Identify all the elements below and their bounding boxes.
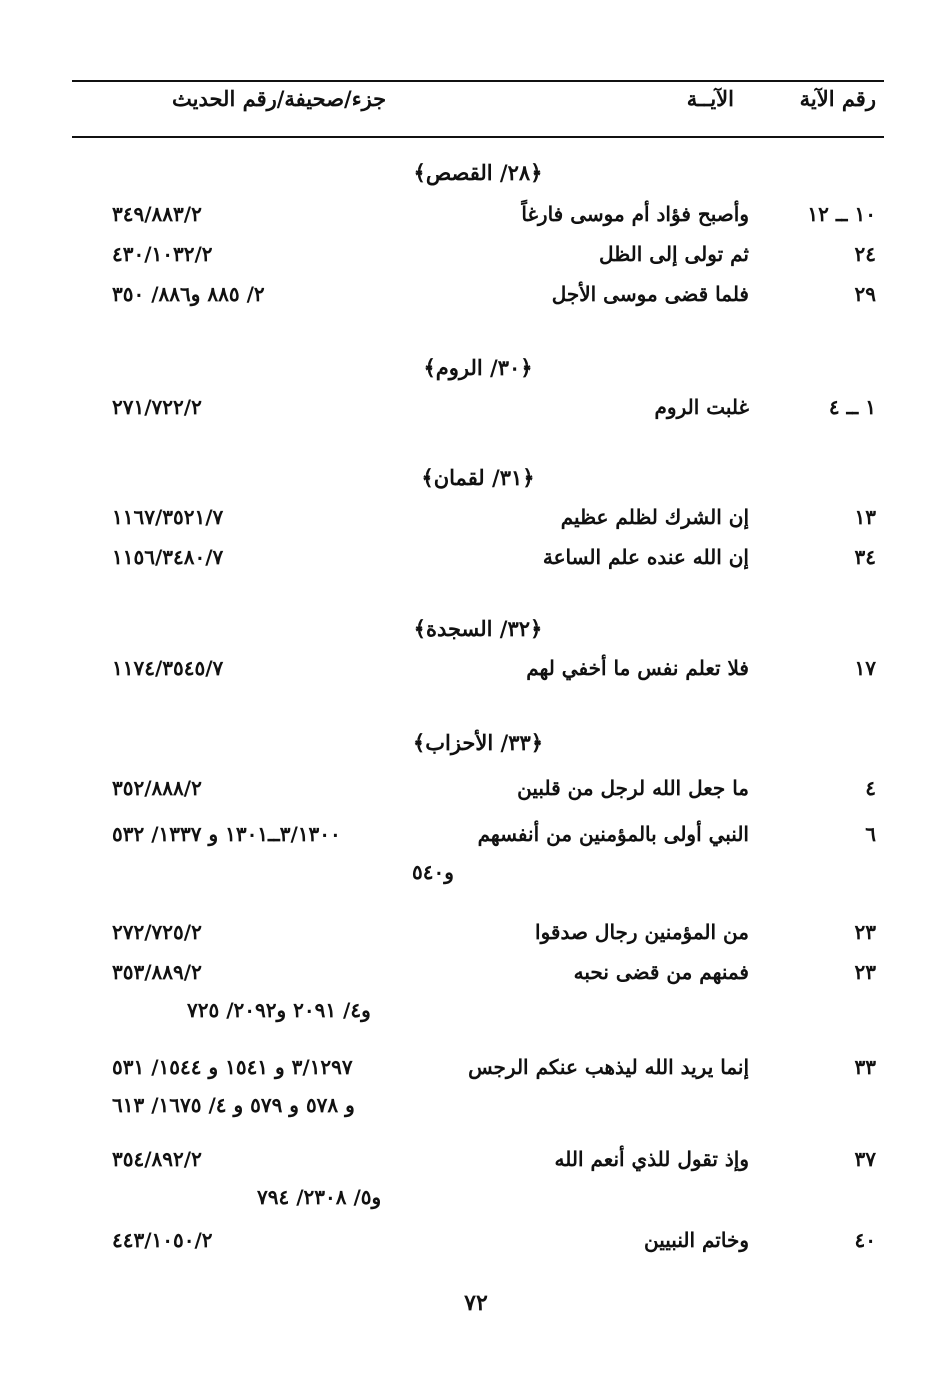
verse-number: ٤٠ (854, 1228, 876, 1252)
hadith-reference: ٤٣٠/١٠٣٢/٢ (112, 242, 213, 266)
hadith-reference: ٣٥٤/٨٩٢/٢ (112, 1147, 202, 1171)
hadith-reference: ٣/١٢٩٧ و ١٥٤١ و ١٥٤٤/ ٥٣١ (112, 1055, 353, 1079)
hadith-reference: ٢٧٢/٧٢٥/٢ (112, 920, 202, 944)
surah-heading: ﴿٣٣/ الأحزاب﴾ (412, 730, 544, 755)
surah-heading: ﴿٢٨/ القصص﴾ (413, 160, 543, 185)
verse-text: إن الله عنده علم الساعة (542, 545, 749, 569)
surah-heading: ﴿٣٢/ السجدة﴾ (413, 616, 543, 641)
verse-number: ٣٤ (854, 545, 876, 569)
verse-text: ثم تولى إلى الظل (599, 242, 749, 266)
hadith-reference: ٣٥٢/٨٨٨/٢ (112, 776, 202, 800)
header-verse: الآيــة (686, 86, 734, 111)
verse-number: ١٠ ــ ١٢ (807, 202, 876, 226)
verse-text: من المؤمنين رجال صدقوا (535, 920, 749, 944)
verse-number: ١ ــ ٤ (828, 395, 876, 419)
verse-number: ٦ (865, 822, 876, 846)
hadith-reference-continued: و٥٤٠ (412, 860, 454, 884)
verse-text: وخاتم النبيين (644, 1228, 749, 1252)
verse-text: إنما يريد الله ليذهب عنكم الرجس (468, 1055, 749, 1079)
hadith-reference: ٢/ ٨٨٥ و٨٨٦/ ٣٥٠ (112, 282, 265, 306)
top-rule (72, 80, 884, 82)
verse-text: وإذ تقول للذي أنعم الله (554, 1147, 749, 1171)
hadith-reference-continued: و ٥٧٨ و ٥٧٩ و ٤/ ١٦٧٥/ ٦١٣ (112, 1093, 355, 1117)
hadith-reference: ٣/١٣٠٠ــ١٣٠١ و ١٣٣٧/ ٥٣٢ (112, 822, 341, 846)
verse-text: فلما قضى موسى الأجل (551, 282, 749, 306)
header-verse-number: رقم الآية (799, 86, 876, 111)
hadith-reference: ١١٧٤/٣٥٤٥/٧ (112, 656, 224, 680)
verse-text: فلا تعلم نفس ما أخفي لهم (526, 656, 749, 680)
verse-number: ١٧ (854, 656, 876, 680)
verse-text: ما جعل الله لرجل من قلبين (517, 776, 749, 800)
verse-number: ٢٣ (854, 920, 876, 944)
hadith-reference-continued: و٤/ ٢٠٩١ و٢٠٩٢/ ٧٢٥ (187, 998, 371, 1022)
header-reference: جزء/صحيفة/رقم الحديث (172, 86, 387, 111)
verse-text: النبي أولى بالمؤمنين من أنفسهم (477, 822, 749, 846)
surah-heading: ﴿٣٠/ الروم﴾ (423, 355, 533, 380)
page-number: ٧٢ (464, 1290, 488, 1316)
verse-number: ٢٣ (854, 960, 876, 984)
hadith-reference: ٣٤٩/٨٨٣/٢ (112, 202, 202, 226)
header-rule (72, 136, 884, 138)
verse-text: فمنهم من قضى نحبه (573, 960, 749, 984)
verse-number: ٤ (865, 776, 876, 800)
hadith-reference: ٢٧١/٧٢٢/٢ (112, 395, 202, 419)
hadith-reference: ١١٥٦/٣٤٨٠/٧ (112, 545, 224, 569)
verse-text: غلبت الروم (654, 395, 749, 419)
verse-text: إن الشرك لظلم عظيم (560, 505, 749, 529)
surah-heading: ﴿٣١/ لقمان﴾ (421, 465, 535, 490)
hadith-reference-continued: و٥/ ٢٣٠٨/ ٧٩٤ (257, 1185, 382, 1209)
verse-number: ٣٧ (854, 1147, 876, 1171)
table-header (72, 86, 884, 126)
verse-text: وأصبح فؤاد أم موسى فارغاً (521, 202, 749, 226)
hadith-reference: ١١٦٧/٣٥٢١/٧ (112, 505, 224, 529)
verse-number: ٣٣ (854, 1055, 876, 1079)
verse-number: ٢٤ (854, 242, 876, 266)
verse-number: ٢٩ (854, 282, 876, 306)
hadith-reference: ٣٥٣/٨٨٩/٢ (112, 960, 202, 984)
verse-number: ١٣ (854, 505, 876, 529)
hadith-reference: ٤٤٣/١٠٥٠/٢ (112, 1228, 213, 1252)
